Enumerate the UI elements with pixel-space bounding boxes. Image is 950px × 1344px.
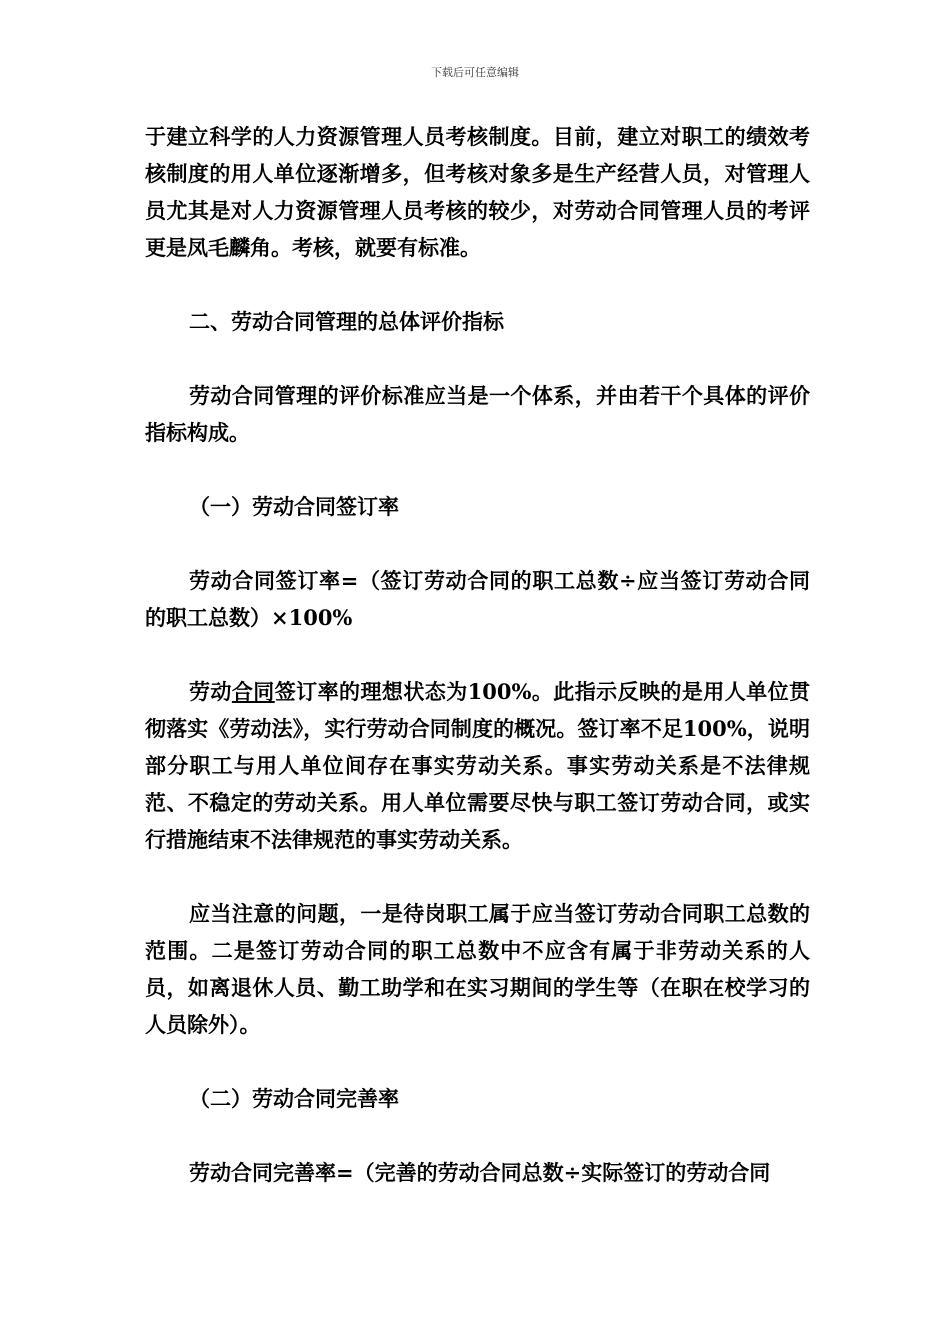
- text-segment: 签订率的理想状态为100%。此指示反映的是用人单位贯彻落实《劳动法》，实行劳动合同制度的概况。签订率不足100%，说明部分职工与用人单位间存在事实劳动关系。事实劳动关系是不法律规范、不稳定的劳动关系。用人单位需要尽快与职工签订劳动合同，或实行措施结束不法律规范的事实劳动关系。: [145, 679, 811, 852]
- text-segment: 劳动: [189, 679, 232, 704]
- paragraph-intro: 于建立科学的人力资源管理人员考核制度。目前，建立对职工的绩效考核制度的用人单位逐渐增多，但考核对象多是生产经营人员，对管理人员尤其是对人力资源管理人员考核的较少，对劳动合同管理人员的考评更是凤毛麟角。考核，就要有标准。: [145, 124, 810, 260]
- paragraph-signing-rate-formula: 劳动合同签订率=（签订劳动合同的职工总数÷应当签订劳动合同的职工总数）×100%: [145, 568, 810, 630]
- subsection-heading-signing-rate: （一）劳动合同签订率: [189, 494, 399, 519]
- page-header: [0, 66, 950, 80]
- paragraph-completeness-rate-formula: 劳动合同完善率=（完善的劳动合同总数÷实际签订的劳动合同: [189, 1160, 771, 1185]
- paragraph-notes: 应当注意的问题，一是待岗职工属于应当签订劳动合同职工总数的范围。二是签订劳动合同的职工总数中不应含有属于非劳动关系的人员，如离退休人员、勤工助学和在实习期间的学生等（在职在校学习的人员除外）。: [145, 901, 810, 1037]
- paragraph-evaluation-system: 劳动合同管理的评价标准应当是一个体系，并由若干个具体的评价指标构成。: [145, 383, 810, 445]
- underlined-text-segment: 合同: [231, 679, 275, 704]
- section-heading-2: 二、劳动合同管理的总体评价指标: [189, 309, 504, 334]
- subsection-heading-completeness-rate: （二）劳动合同完善率: [189, 1086, 399, 1111]
- header-text: 下载后可任意编辑: [431, 66, 519, 79]
- paragraph-signing-rate-explanation: [145, 673, 810, 858]
- document-body: [145, 118, 810, 1191]
